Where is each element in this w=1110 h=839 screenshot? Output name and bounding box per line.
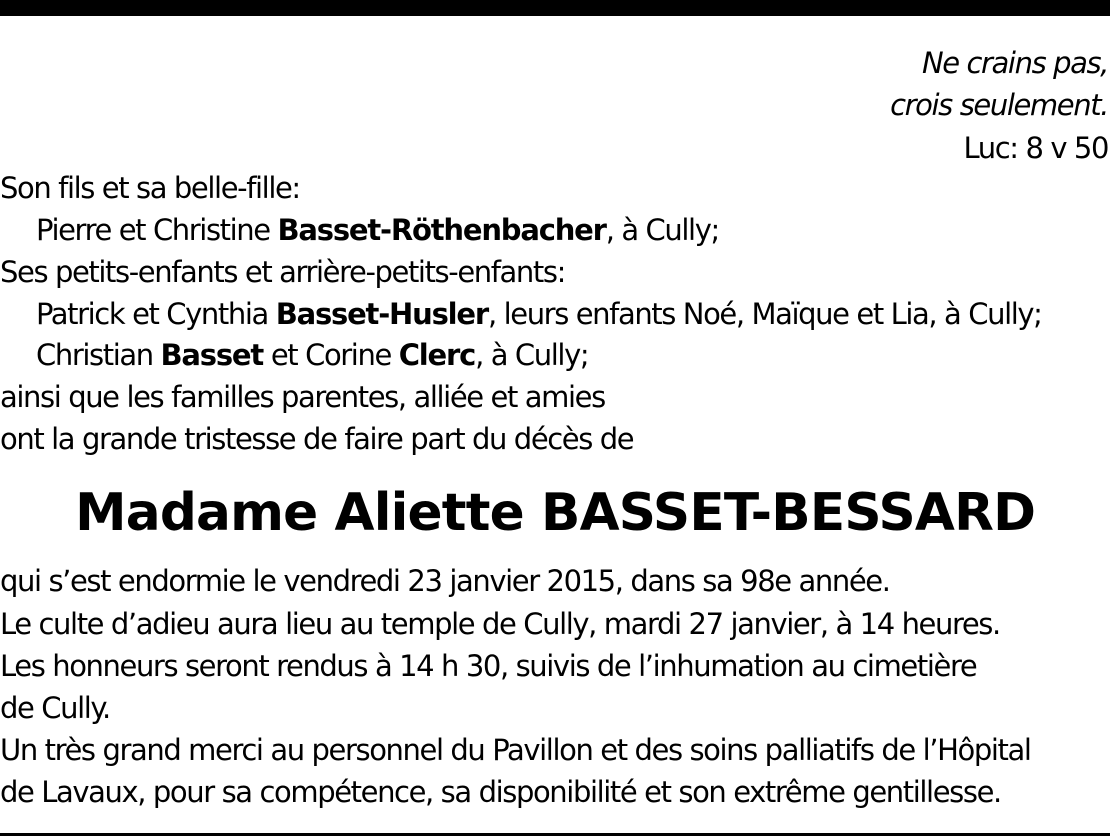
- son-place: , à Cully;: [605, 213, 719, 247]
- son-intro: Son fils et sa belle-fille:: [0, 171, 300, 205]
- announcement-line: ont la grande tristesse de faire part du décès de: [0, 422, 634, 456]
- top-border-rule: [0, 0, 1110, 16]
- grandchild-1-first-names: Patrick et Cynthia: [36, 297, 276, 331]
- grandchild-entry-2: [36, 335, 588, 375]
- body-line-1: qui s’est endormie le vendredi 23 janvier 2015, dans sa 98e année.: [0, 564, 890, 598]
- verse-line-2: crois seulement.: [890, 88, 1108, 122]
- other-families: ainsi que les familles parentes, alliée et amies: [0, 380, 605, 414]
- bottom-border-rule: [0, 833, 1110, 836]
- grandchildren-intro: Ses petits-enfants et arrière-petits-enfants:: [0, 255, 565, 289]
- body-line-2: Le culte d’adieu aura lieu au temple de Cully, mardi 27 janvier, à 14 heures.: [0, 607, 1000, 641]
- grandchild-1-surname: Basset-Husler: [275, 297, 488, 331]
- grandchild-2-surname: Basset: [160, 338, 264, 372]
- body-line-4: de Cully.: [0, 691, 110, 725]
- grandchild-2-partner-surname: Clerc: [398, 338, 476, 372]
- deceased-name-text: Madame Aliette BASSET-BESSARD: [74, 483, 1036, 543]
- verse-line-1: Ne crains pas,: [921, 46, 1108, 80]
- grandchild-entry-1: [36, 294, 1042, 334]
- grandchild-2-first-name: Christian: [36, 338, 161, 372]
- grandchild-2-middle: et Corine: [263, 338, 399, 372]
- body-line-3: Les honneurs seront rendus à 14 h 30, suivis de l’inhumation au cimetière: [0, 649, 977, 683]
- son-surname: Basset-Röthenbacher: [277, 213, 606, 247]
- body-line-6: de Lavaux, pour sa compétence, sa disponibilité et son extrême gentillesse.: [0, 775, 1001, 809]
- grandchild-2-place: , à Cully;: [475, 338, 589, 372]
- grandchild-1-rest: , leurs enfants Noé, Maïque et Lia, à Cully;: [487, 297, 1042, 331]
- verse-reference: Luc: 8 v 50: [963, 131, 1108, 165]
- son-entry: [36, 210, 719, 250]
- body-line-5: Un très grand merci au personnel du Pavillon et des soins palliatifs de l’Hôpital: [0, 733, 1031, 767]
- son-first-names: Pierre et Christine: [36, 213, 278, 247]
- deceased-name: [0, 480, 1110, 546]
